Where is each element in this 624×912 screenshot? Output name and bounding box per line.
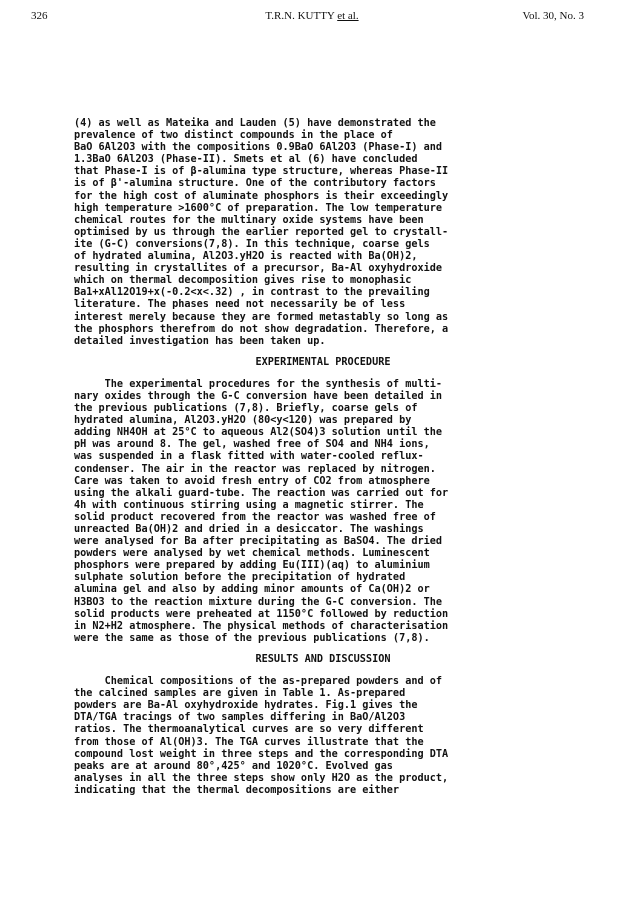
- text-line: 1.3BaO 6Al2O3 (Phase-II). Smets et al (6) have concluded: [74, 154, 418, 166]
- text-line: BaO 6Al2O3 with the compositions 0.9BaO 6Al2O3 (Phase-I) and: [74, 142, 443, 154]
- text-line: peaks are at around 80°,425° and 1020°C. Evolved gas: [74, 760, 393, 772]
- article-body: [74, 118, 572, 797]
- text-line: Ba1+xAl12O19+x(-0.2<x<.32) , in contrast to the prevailing: [74, 287, 430, 299]
- page-header: [0, 0, 624, 40]
- text-line: ratios. The thermoanalytical curves are so very different: [74, 724, 424, 736]
- text-line: is of β'-alumina structure. One of the contributory factors: [74, 178, 436, 190]
- text-line: compound lost weight in three steps and the corresponding DTA: [74, 748, 449, 760]
- text-line: analyses in all the three steps show only H2O as the product,: [74, 772, 449, 784]
- text-line: powders were analysed by wet chemical methods. Luminescent: [74, 548, 430, 560]
- text-line: condenser. The air in the reactor was replaced by nitrogen.: [74, 463, 436, 475]
- text-line: Chemical compositions of the as-prepared powders and of: [74, 676, 443, 688]
- text-line: high temperature >1600°C of preparation. The low temperature: [74, 202, 443, 214]
- text-line: were the same as those of the previous publications (7,8).: [74, 632, 430, 644]
- text-line: that Phase-I is of β-alumina type structure, whereas Phase-II: [74, 166, 449, 178]
- text-line: pH was around 8. The gel, washed free of SO4 and NH4 ions,: [74, 439, 430, 451]
- text-line: using the alkali guard-tube. The reaction was carried out for: [74, 487, 449, 499]
- text-line: of hydrated alumina, Al2O3.yH2O is reacted with Ba(OH)2,: [74, 251, 418, 263]
- text-line: detailed investigation has been taken up.: [74, 335, 326, 347]
- text-line: literature. The phases need not necessarily be of less: [74, 299, 406, 311]
- text-line: The experimental procedures for the synthesis of multi-: [74, 378, 443, 390]
- text-line: ite (G-C) conversions(7,8). In this technique, coarse gels: [74, 238, 430, 250]
- text-line: for the high cost of aluminate phosphors is their exceedingly: [74, 190, 449, 202]
- text-line: DTA/TGA tracings of two samples differing in BaO/Al2O3: [74, 712, 406, 724]
- experimental-paragraph: [74, 379, 572, 645]
- text-line: hydrated alumina, Al2O3.yH2O (80<y<120) was prepared by: [74, 415, 412, 427]
- text-line: interest merely because they are formed metastably so long as: [74, 311, 449, 323]
- section-heading-results: RESULTS AND DISCUSSION: [255, 653, 391, 665]
- text-line: optimised by us through the earlier reported gel to crystall-: [74, 226, 449, 238]
- results-paragraph: [74, 676, 572, 797]
- text-line: from those of Al(OH)3. The TGA curves illustrate that the: [74, 736, 424, 748]
- text-line: solid products were preheated at 1150°C followed by reduction: [74, 608, 449, 620]
- text-line: adding NH4OH at 25°C to aqueous Al2(SO4)3 solution until the: [74, 427, 443, 439]
- text-line: Care was taken to avoid fresh entry of CO2 from atmosphere: [74, 475, 430, 487]
- section-heading-experimental: EXPERIMENTAL PROCEDURE: [255, 356, 391, 368]
- text-line: prevalence of two distinct compounds in the place of: [74, 130, 393, 142]
- text-line: chemical routes for the multinary oxide systems have been: [74, 214, 424, 226]
- text-line: solid product recovered from the reactor was washed free of: [74, 511, 436, 523]
- text-line: sulphate solution before the precipitation of hydrated: [74, 572, 406, 584]
- volume-issue: Vol. 30, No. 3: [522, 10, 584, 22]
- text-line: resulting in crystallites of a precursor, Ba-Al oxyhydroxide: [74, 263, 443, 275]
- intro-paragraph: [74, 118, 572, 348]
- text-line: which on thermal decomposition gives rise to monophasic: [74, 275, 412, 287]
- text-line: were analysed for Ba after precipitating as BaSO4. The dried: [74, 536, 443, 548]
- text-line: nary oxides through the G-C conversion have been detailed in: [74, 390, 443, 402]
- text-line: indicating that the thermal decompositions are either: [74, 784, 400, 796]
- text-line: phosphors were prepared by adding Eu(III)(aq) to aluminium: [74, 560, 430, 572]
- page-number: 326: [31, 10, 48, 22]
- text-line: the previous publications (7,8). Briefly, coarse gels of: [74, 403, 418, 415]
- text-line: was suspended in a flask fitted with water-cooled reflux-: [74, 451, 424, 463]
- running-title: T.R.N. KUTTY et al.: [265, 10, 359, 22]
- text-line: (4) as well as Mateika and Lauden (5) have demonstrated the: [74, 118, 436, 129]
- text-line: unreacted Ba(OH)2 and dried in a desiccator. The washings: [74, 524, 424, 535]
- text-line: alumina gel and also by adding minor amounts of Ca(OH)2 or: [74, 584, 430, 596]
- text-line: H3BO3 to the reaction mixture during the G-C conversion. The: [74, 596, 443, 608]
- text-line: 4h with continuous stirring using a magnetic stirrer. The: [74, 499, 424, 511]
- text-line: powders are Ba-Al oxyhydroxide hydrates. Fig.1 gives the: [74, 700, 418, 712]
- text-line: the phosphors therefrom do not show degradation. Therefore, a: [74, 323, 449, 335]
- text-line: the calcined samples are given in Table 1. As-prepared: [74, 688, 406, 700]
- text-line: in N2+H2 atmosphere. The physical methods of characterisation: [74, 620, 449, 632]
